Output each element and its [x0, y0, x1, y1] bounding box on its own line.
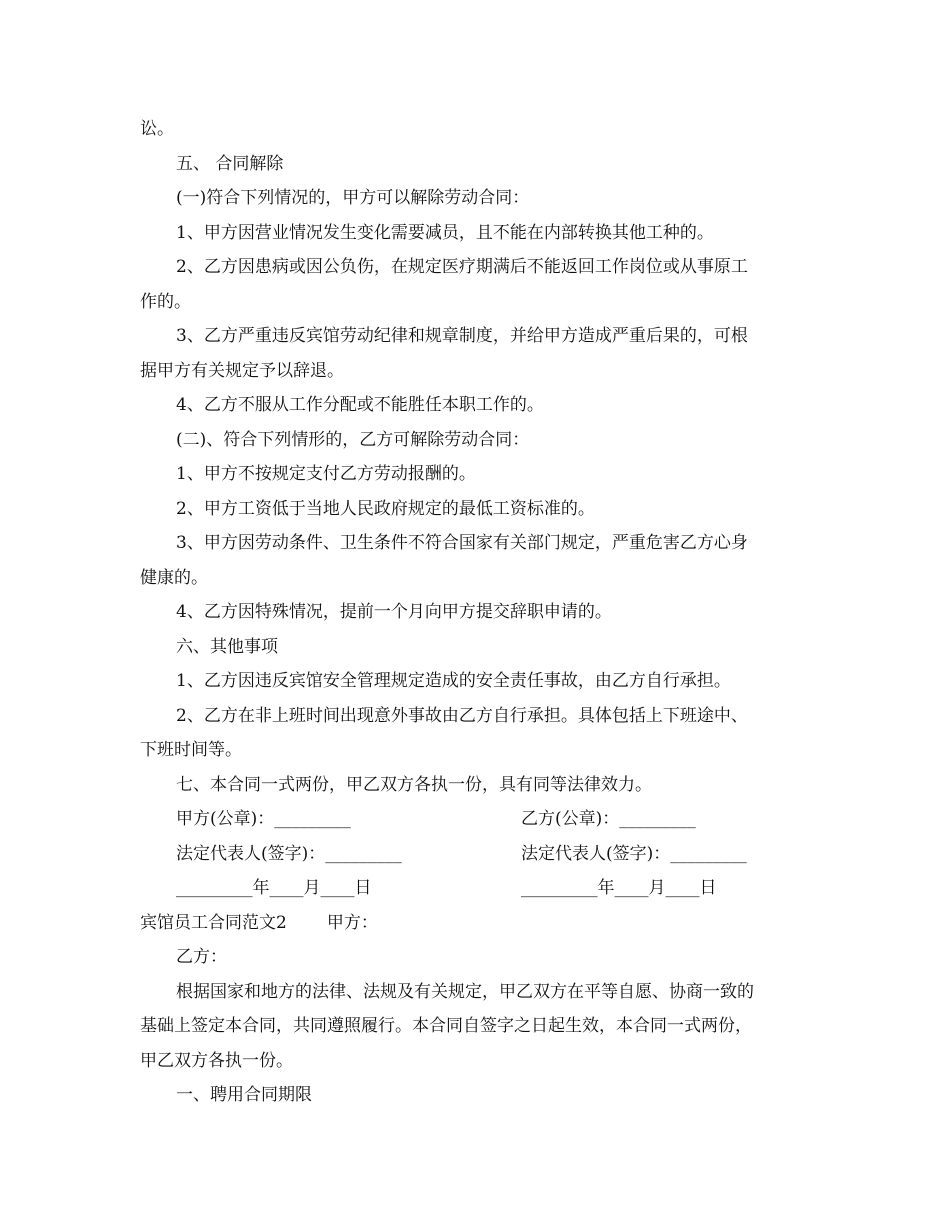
party-a-date-field: _________年____月____日 — [176, 878, 372, 898]
text-line: 2、乙方因患病或因公负伤，在规定医疗期满后不能返回工作岗位或从事原工 — [176, 257, 748, 277]
section-heading: 六、其他事项 — [176, 636, 278, 657]
text-line: 根据国家和地方的法律、法规及有关规定，甲乙双方在平等自愿、协商一致的 — [176, 981, 754, 1002]
text-line: 讼。 — [140, 119, 174, 139]
second-contract-title: 宾馆员工合同范文2 — [140, 912, 287, 933]
text-line: 据甲方有关规定予以辞退。 — [140, 360, 344, 381]
text-line: 3、乙方严重违反宾馆劳动纪律和规章制度，并给甲方造成严重后果的，可根 — [176, 326, 748, 346]
text-line: 4、乙方因特殊情况，提前一个月向甲方提交辞职申请的。 — [176, 602, 612, 622]
text-line: 作的。 — [140, 291, 191, 312]
text-line: 1、乙方因违反宾馆安全管理规定造成的安全责任事故，由乙方自行承担。 — [176, 671, 731, 691]
text-line: 3、甲方因劳动条件、卫生条件不符合国家有关部门规定，严重危害乙方心身 — [176, 533, 748, 553]
text-line: 基础上签定本合同，共同遵照履行。本合同自签字之日起生效，本合同一式两份， — [140, 1016, 752, 1036]
signature-row-seal — [140, 802, 820, 837]
section-heading: 五、 合同解除 — [176, 153, 284, 174]
party-b-label: 乙方： — [176, 947, 227, 967]
text-line: 健康的。 — [140, 567, 208, 588]
text-line: (二)、符合下列情形的，乙方可解除劳动合同： — [176, 429, 530, 450]
text-line: 1、甲方因营业情况发生变化需要减员，且不能在内部转换其他工种的。 — [176, 222, 714, 243]
text-line: 七、本合同一式两份，甲乙双方各执一份，具有同等法律效力。 — [176, 774, 652, 795]
text-line: 下班时间等。 — [140, 740, 242, 760]
text-line: 2、乙方在非上班时间出现意外事故由乙方自行承担。具体包括上下班途中、 — [176, 705, 748, 726]
signature-row-date — [140, 871, 820, 906]
document-body — [140, 112, 820, 1113]
signature-row-representative — [140, 837, 820, 872]
text-line: 2、甲方工资低于当地人民政府规定的最低工资标准的。 — [176, 498, 595, 519]
text-line: 4、乙方不服从工作分配或不能胜任本职工作的。 — [176, 395, 544, 415]
second-contract-heading — [140, 906, 820, 941]
text-line: (一)符合下列情况的，甲方可以解除劳动合同： — [176, 188, 530, 208]
party-b-seal-field: 乙方(公章)：_________ — [521, 809, 696, 829]
party-a-label: 甲方： — [326, 912, 378, 933]
party-a-seal-field: 甲方(公章)：_________ — [176, 809, 351, 829]
section-heading: 一、聘用合同期限 — [176, 1085, 312, 1105]
party-b-date-field: _________年____月____日 — [521, 878, 717, 898]
text-line: 甲乙双方各执一份。 — [140, 1050, 293, 1071]
party-b-representative-field: 法定代表人(签字)：_________ — [521, 843, 747, 864]
party-a-representative-field: 法定代表人(签字)：_________ — [176, 843, 402, 864]
text-line: 1、甲方不按规定支付乙方劳动报酬的。 — [176, 464, 476, 484]
